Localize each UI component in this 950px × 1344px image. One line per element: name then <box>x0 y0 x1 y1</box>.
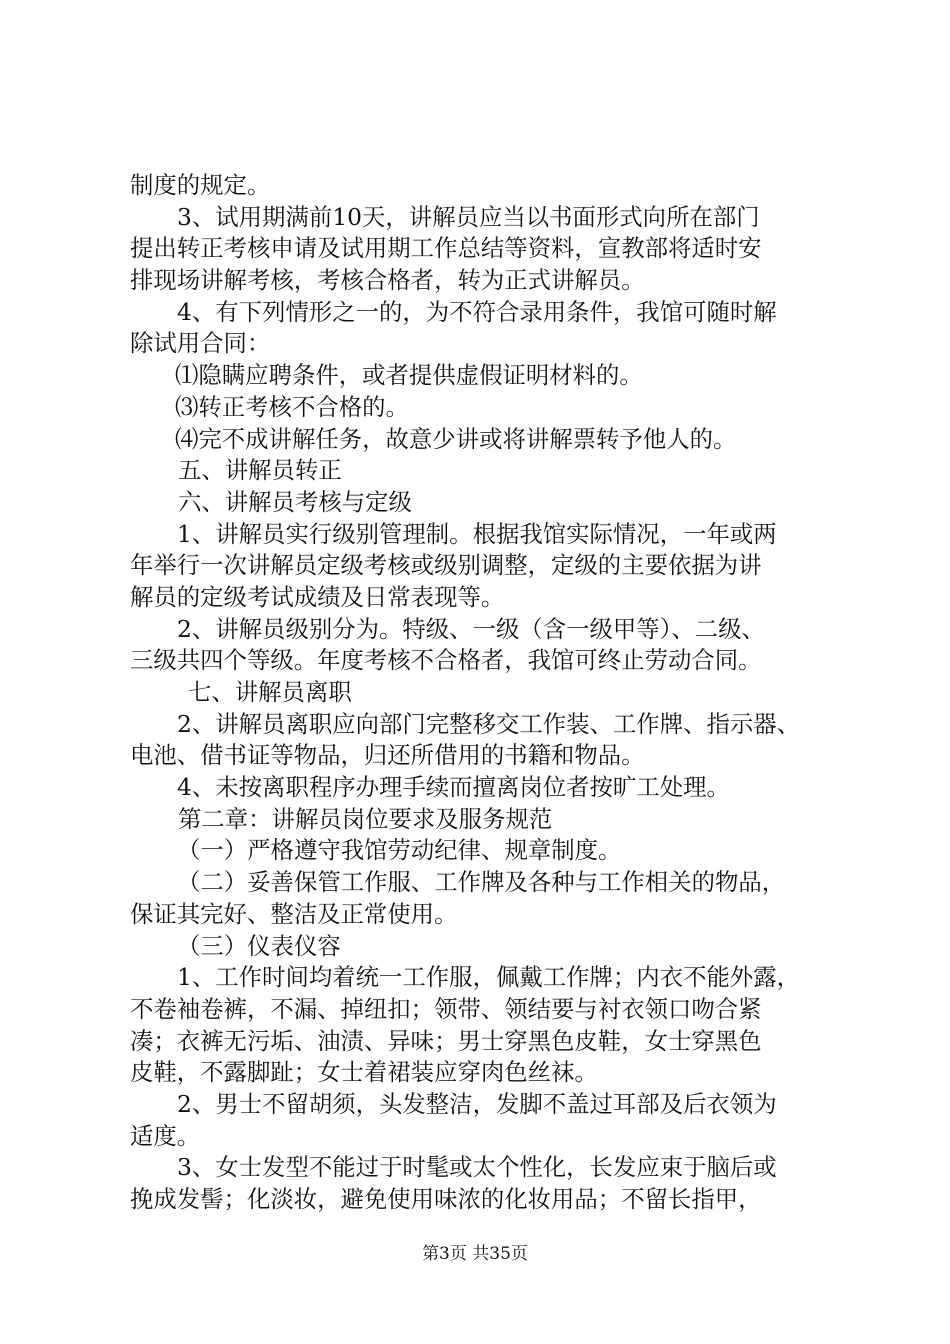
chapter-heading: 第二章：讲解员岗位要求及服务规范 <box>178 804 553 833</box>
text-line: 3、女士发型不能过于时髦或太个性化，长发应束于脑后或 <box>177 1153 777 1182</box>
text-line: 年举行一次讲解员定级考核或级别调整，定级的主要依据为讲 <box>130 551 762 580</box>
text-line: 适度。 <box>130 1121 201 1150</box>
text-line: 保证其完好、整洁及正常使用。 <box>130 899 458 928</box>
text-line: 3、试用期满前10天，讲解员应当以书面形式向所在部门 <box>177 202 760 231</box>
text-line: （二）妥善保管工作服、工作牌及各种与工作相关的物品， <box>177 868 786 897</box>
text-line: 4、有下列情形之一的，为不符合录用条件，我馆可随时解 <box>177 297 777 326</box>
text-line: 皮鞋，不露脚趾；女士着裙装应穿肉色丝袜。 <box>130 1058 598 1087</box>
text-line: 制度的规定。 <box>130 171 271 199</box>
text-line: 2、讲解员级别分为。特级、一级（含一级甲等）、二级、 <box>177 614 765 643</box>
section-heading: 七、讲解员离职 <box>188 678 352 706</box>
text-line: 除试用合同： <box>130 329 271 358</box>
text-line: 2、讲解员离职应向部门完整移交工作装、工作牌、指示器、 <box>177 709 801 738</box>
text-line: 解员的定级考试成绩及日常表现等。 <box>130 582 505 611</box>
text-line: ⑴隐瞒应聘条件，或者提供虚假证明材料的。 <box>175 361 643 390</box>
page-number-footer: 第3页 共35页 <box>422 1244 528 1264</box>
text-line: 1、讲解员实行级别管理制。根据我馆实际情况，一年或两 <box>177 519 777 548</box>
text-line: 不卷袖卷裤，不漏、掉纽扣；领带、领结要与衬衣领口吻合紧 <box>130 994 762 1023</box>
section-heading: 五、讲解员转正 <box>178 456 342 485</box>
section-heading: （三）仪表仪容 <box>177 931 341 960</box>
text-line: 4、未按离职程序办理手续而擅离岗位者按旷工处理。 <box>177 773 730 802</box>
text-line: ⑷完不成讲解任务，故意少讲或将讲解票转予他人的。 <box>175 424 737 453</box>
text-line: 1、工作时间均着统一工作服，佩戴工作牌；内衣不能外露， <box>177 963 801 992</box>
text-line: 2、男士不留胡须，头发整洁，发脚不盖过耳部及后衣领为 <box>177 1089 777 1118</box>
document-body <box>130 170 830 1216</box>
text-line: 挽成发髻；化淡妆，避免使用味浓的化妆用品；不留长指甲， <box>130 1185 762 1213</box>
text-line: ⑶转正考核不合格的。 <box>175 392 409 421</box>
text-line: 凑；衣裤无污垢、油渍、异味；男士穿黑色皮鞋，女士穿黑色 <box>130 1026 762 1055</box>
text-line: 提出转正考核申请及试用期工作总结等资料，宣教部将适时安 <box>130 234 762 263</box>
text-line: 排现场讲解考核，考核合格者，转为正式讲解员。 <box>130 266 645 295</box>
text-line: 三级共四个等级。年度考核不合格者，我馆可终止劳动合同。 <box>130 646 762 675</box>
text-line: 电池、借书证等物品，归还所借用的书籍和物品。 <box>130 741 645 770</box>
text-line: （一）严格遵守我馆劳动纪律、规章制度。 <box>177 836 622 865</box>
section-heading: 六、讲解员考核与定级 <box>178 487 412 516</box>
